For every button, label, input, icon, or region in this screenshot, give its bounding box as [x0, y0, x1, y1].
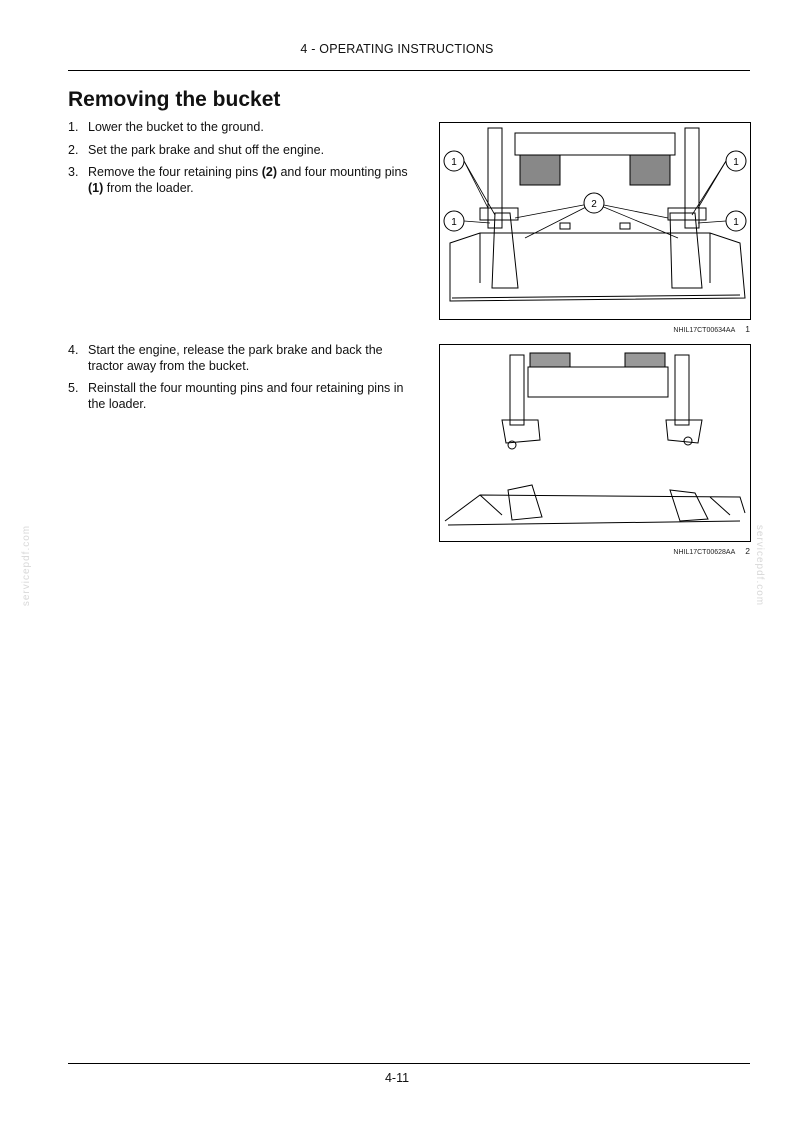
step-list-1: [68, 120, 408, 203]
step-number: 4.: [68, 343, 79, 357]
step-text: Reinstall the four mounting pins and four retaining pins in the loader.: [88, 381, 404, 411]
callout-label: 1: [451, 157, 457, 168]
callout-label: 1: [451, 217, 457, 228]
step-number: 2.: [68, 142, 79, 157]
callout-label: 2: [591, 199, 597, 210]
figure-number: 1: [745, 324, 750, 334]
callout-circles: [444, 151, 746, 231]
footer-rule: [68, 1063, 750, 1064]
figure-2-tractor-backed-away: [439, 344, 751, 542]
page-number: 4-11: [384, 1071, 410, 1085]
step-number: 1.: [68, 120, 79, 134]
callout-ref-1: (1): [88, 180, 104, 195]
step-text: Lower the bucket to the ground.: [88, 120, 264, 134]
page-title: Removing the bucket: [68, 88, 281, 111]
watermark-right: servicepdf.com: [754, 524, 766, 607]
tractor-away-illustration: [440, 345, 750, 541]
step-2: [68, 143, 408, 159]
callout-label: 1: [733, 157, 739, 168]
step-4: [68, 343, 408, 374]
figure-number: 2: [745, 546, 750, 556]
step-text: Set the park brake and shut off the engine.: [88, 142, 325, 157]
callout-label: 1: [733, 217, 739, 228]
step-text-mid: and four mounting pins: [277, 165, 408, 179]
running-header: 4 - OPERATING INSTRUCTIONS: [300, 42, 494, 56]
figure-code: NHIL17CT00628AA: [673, 549, 736, 556]
step-number: 5.: [68, 381, 79, 395]
loader-bucket-illustration: [440, 123, 750, 319]
step-text-before: Remove the four retaining pins: [88, 165, 262, 179]
step-5: [68, 381, 408, 412]
figure-1-caption: [600, 324, 750, 334]
watermark-left: servicepdf.com: [21, 524, 33, 607]
step-1: [68, 120, 408, 136]
callout-ref-2: (2): [261, 165, 277, 179]
figure-code: NHIL17CT00634AA: [673, 327, 736, 334]
step-number: 3.: [68, 165, 79, 179]
header-rule: [68, 70, 750, 71]
step-text-after: from the loader.: [103, 180, 194, 195]
step-3: [68, 165, 408, 196]
figure-2-caption: [600, 546, 750, 556]
figure-1-bucket-pins: [439, 122, 751, 320]
step-text: Start the engine, release the park brake and back the tractor away from the bucket.: [88, 343, 383, 373]
step-list-2: [68, 343, 408, 419]
